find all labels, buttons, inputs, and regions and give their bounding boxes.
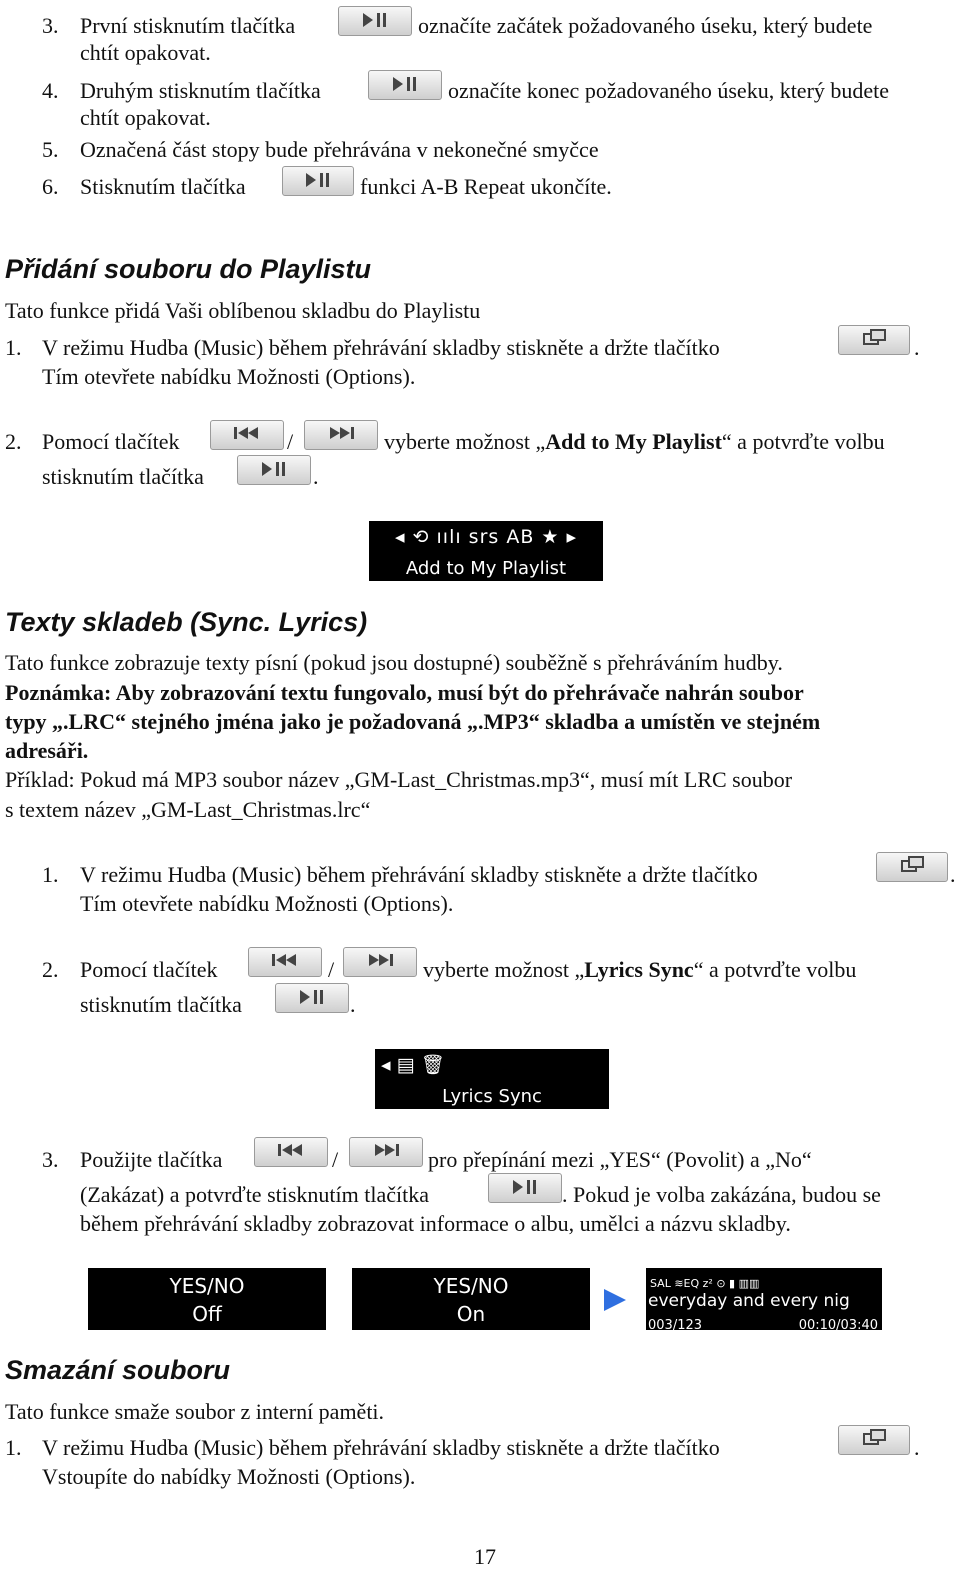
item-number: 4. xyxy=(42,78,59,103)
step-text xyxy=(384,427,885,456)
options-button-image xyxy=(876,852,948,882)
previous-icon xyxy=(265,948,305,974)
item-text: označíte konec požadovaného úseku, který budete xyxy=(448,78,890,103)
next-button-image xyxy=(343,947,417,977)
screen-icons: ◂ ⟲ ıılı srs AB ★ ▸ xyxy=(394,526,578,548)
screen-value: Off xyxy=(192,1302,222,1326)
play-pause-button-image xyxy=(237,455,311,485)
step-text: Vstoupíte do nabídky Možnosti (Options). xyxy=(42,1464,416,1489)
punctuation: . xyxy=(914,335,920,360)
step-text: Tím otevřete nabídku Možnosti (Options). xyxy=(42,364,416,389)
step-text: . Pokud je volba zakázána, budou se xyxy=(562,1182,881,1207)
options-icon xyxy=(854,326,894,352)
right-arrow-icon xyxy=(602,1287,628,1313)
player-track: 003/123 xyxy=(648,1318,703,1333)
example-text: s textem název „GM-Last_Christmas.lrc“ xyxy=(5,797,371,822)
item-text: Druhým stisknutím tlačítka xyxy=(80,78,321,103)
page-number: 17 xyxy=(474,1544,496,1569)
play-pause-button-image xyxy=(275,983,349,1013)
options-icon xyxy=(892,853,932,879)
play-pause-icon xyxy=(505,1174,545,1200)
step-text: Tím otevřete nabídku Možnosti (Options). xyxy=(80,891,454,916)
item-number: 5. xyxy=(42,137,59,162)
step-number: 1. xyxy=(42,862,59,887)
device-screen-off xyxy=(88,1268,326,1330)
next-button-image xyxy=(304,420,378,450)
note-text: adresáři. xyxy=(5,738,89,763)
next-icon xyxy=(321,421,361,447)
item-text: První stisknutím tlačítka xyxy=(80,13,296,38)
step-text: během přehrávání skladby zobrazovat informace o albu, umělci a názvu skladby. xyxy=(80,1211,791,1236)
next-button-image xyxy=(349,1137,423,1167)
step-number: 2. xyxy=(5,429,22,454)
play-pause-button-image xyxy=(368,70,442,100)
step-number: 2. xyxy=(42,957,59,982)
step-number: 1. xyxy=(5,335,22,360)
step-text: stisknutím tlačítka xyxy=(80,992,242,1017)
item-text: Označená část stopy bude přehrávána v nekonečné smyčce xyxy=(80,137,599,162)
option-name: Add to My Playlist xyxy=(545,429,722,454)
punctuation: . xyxy=(350,992,356,1017)
note-text: typy „.LRC“ stejného jména jako je požadovaná „.MP3“ skladba a umístěn ve stejném xyxy=(5,709,821,734)
previous-icon xyxy=(227,421,267,447)
step-text: V režimu Hudba (Music) během přehrávání skladby stiskněte a držte tlačítko xyxy=(80,862,758,887)
section-heading: Smazání souboru xyxy=(5,1355,231,1385)
step-text xyxy=(423,955,856,984)
slash: / xyxy=(332,1147,339,1172)
text-fragment: vyberte možnost „ xyxy=(384,429,546,454)
screen-value: On xyxy=(456,1302,486,1326)
slash: / xyxy=(287,429,294,454)
step-number: 3. xyxy=(42,1147,59,1172)
screen-label: Add to My Playlist xyxy=(405,558,567,579)
text-fragment: “ a potvrďte volbu xyxy=(721,429,885,454)
play-pause-button-image xyxy=(488,1173,562,1203)
step-text: (Zakázat) a potvrďte stisknutím tlačítka xyxy=(80,1182,429,1207)
previous-icon xyxy=(271,1138,311,1164)
step-text: pro přepínání mezi „YES“ (Povolit) a „No“ xyxy=(428,1147,812,1172)
options-button-image xyxy=(838,325,910,355)
screen-yes-no: YES/NO xyxy=(169,1274,245,1298)
play-pause-icon xyxy=(355,7,395,33)
slash: / xyxy=(328,957,335,982)
step-text: V režimu Hudba (Music) během přehrávání skladby stiskněte a držte tlačítko xyxy=(42,335,720,360)
note-text: Poznámka: Aby zobrazování textu fungovalo, musí být do přehrávače nahrán soubor xyxy=(5,680,804,705)
play-pause-icon xyxy=(385,71,425,97)
section-intro: Tato funkce přidá Vaši oblíbenou skladbu do Playlistu xyxy=(5,298,481,323)
player-song-text: everyday and every nig xyxy=(648,1291,850,1311)
next-icon xyxy=(360,948,400,974)
step-text: stisknutím tlačítka xyxy=(42,464,204,489)
previous-button-image xyxy=(210,420,284,450)
section-intro: Tato funkce smaže soubor z interní paměti. xyxy=(5,1399,385,1424)
punctuation: . xyxy=(950,862,956,887)
step-text: Pomocí tlačítek xyxy=(42,429,180,454)
play-pause-icon xyxy=(298,167,338,193)
item-text: Stisknutím tlačítka xyxy=(80,174,246,199)
screen-label: Lyrics Sync xyxy=(442,1086,542,1107)
play-pause-button-image xyxy=(338,6,412,36)
section-intro: Tato funkce zobrazuje texty písní (pokud jsou dostupné) souběžně s přehráváním hudby. xyxy=(5,650,783,675)
player-time: 00:10/03:40 xyxy=(798,1318,878,1333)
step-text: Použijte tlačítka xyxy=(80,1147,223,1172)
screen-yes-no: YES/NO xyxy=(433,1274,509,1298)
device-screen-add-to-playlist xyxy=(369,521,603,581)
example-text: Příklad: Pokud má MP3 soubor název „GM-Last_Christmas.mp3“, musí mít LRC soubor xyxy=(5,767,793,792)
punctuation: . xyxy=(313,464,319,489)
play-pause-icon xyxy=(254,456,294,482)
device-screen-on xyxy=(352,1268,590,1330)
play-pause-button-image xyxy=(282,166,354,196)
options-button-image xyxy=(838,1425,910,1455)
next-icon xyxy=(366,1138,406,1164)
play-pause-icon xyxy=(292,984,332,1010)
item-text: chtít opakovat. xyxy=(80,105,211,130)
text-fragment: vyberte možnost „ xyxy=(423,957,585,982)
item-text: chtít opakovat. xyxy=(80,40,211,65)
item-text: funkci A-B Repeat ukončíte. xyxy=(360,174,612,199)
section-heading: Texty skladeb (Sync. Lyrics) xyxy=(5,607,368,637)
item-text: označíte začátek požadovaného úseku, který budete xyxy=(418,13,873,38)
screen-icons: ◂ ▤ 🗑 xyxy=(381,1054,445,1076)
item-number: 6. xyxy=(42,174,59,199)
option-name: Lyrics Sync xyxy=(584,957,694,982)
player-status-bar: SAL ≋EQ z² ⊙ ▮ ▥▥ xyxy=(650,1277,760,1290)
section-heading: Přidání souboru do Playlistu xyxy=(5,254,372,284)
device-screen-player xyxy=(646,1268,882,1333)
punctuation: . xyxy=(914,1435,920,1460)
step-number: 1. xyxy=(5,1435,22,1460)
step-text: Pomocí tlačítek xyxy=(80,957,218,982)
options-icon xyxy=(854,1426,894,1452)
step-text: V režimu Hudba (Music) během přehrávání skladby stiskněte a držte tlačítko xyxy=(42,1435,720,1460)
item-number: 3. xyxy=(42,13,59,38)
text-fragment: “ a potvrďte volbu xyxy=(693,957,857,982)
previous-button-image xyxy=(248,947,322,977)
device-screen-lyrics-sync xyxy=(375,1049,609,1109)
previous-button-image xyxy=(254,1137,328,1167)
